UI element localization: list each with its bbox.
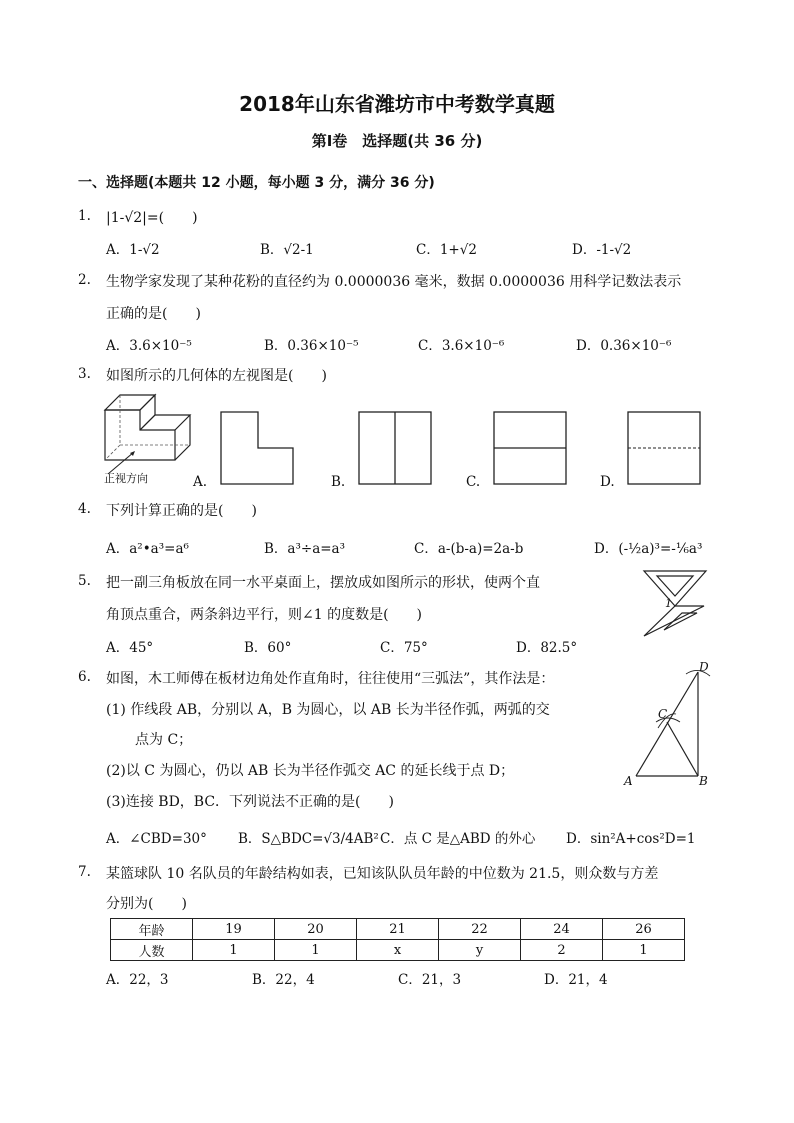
q6-step1-line1: (1) 作线段 AB，分别以 A，B 为圆心，以 AB 长为半径作弧，两弧的交 — [106, 702, 550, 718]
q6-option-d: D．sin²A+cos²D=1 — [566, 831, 696, 847]
q6-label-a: A — [624, 774, 633, 788]
q5-stem-line2: 角顶点重合，两条斜边平行，则∠1 的度数是( ) — [106, 607, 423, 623]
table-cell: 20 — [275, 919, 357, 940]
q4-option-c: C．a-(b-a)=2a-b — [414, 541, 524, 557]
q3-option-c-label: C. — [466, 474, 481, 490]
q6-option-b: B．S△BDC=√3/4AB² — [238, 831, 379, 847]
table-cell: 1 — [603, 940, 685, 961]
q6-stem: 如图，木工师傅在板材边角处作直角时，往往使用“三弧法”，其作法是： — [106, 671, 555, 687]
q7-age-table — [110, 918, 685, 961]
q3-option-c-shape — [493, 411, 567, 485]
q7-number: 7. — [78, 864, 91, 880]
table-cell: 2 — [521, 940, 603, 961]
page-subtitle: 第Ⅰ卷 选择题(共 36 分) — [311, 132, 483, 150]
q1-option-d: D．-1-√2 — [572, 242, 632, 258]
table-row — [111, 940, 685, 961]
q3-option-d-label: D. — [600, 474, 615, 490]
table-cell: 1 — [193, 940, 275, 961]
q6-label-c: C — [658, 707, 668, 721]
q6-label-b: B — [699, 774, 708, 788]
q3-number: 3. — [78, 366, 91, 382]
q7-option-b: B．22，4 — [252, 972, 315, 988]
q5-option-c: C．75° — [380, 640, 428, 656]
q2-option-c: C．3.6×10⁻⁶ — [418, 338, 505, 354]
table-cell: 21 — [357, 919, 439, 940]
q6-construction-figure — [628, 662, 718, 792]
q3-option-b-label: B. — [331, 474, 346, 490]
q7-option-d: D．21，4 — [544, 972, 608, 988]
table-row — [111, 919, 685, 940]
q2-option-a: A．3.6×10⁻⁵ — [106, 338, 192, 354]
q4-number: 4. — [78, 501, 91, 517]
q4-option-a: A．a²•a³=a⁶ — [106, 541, 189, 557]
q6-step2: (2)以 C 为圆心，仍以 AB 长为半径作弧交 AC 的延长线于点 D； — [106, 763, 515, 779]
table-cell: 19 — [193, 919, 275, 940]
table-cell: 人数 — [111, 940, 193, 961]
q7-option-c: C．21，3 — [398, 972, 462, 988]
q4-stem: 下列计算正确的是( ) — [106, 503, 257, 519]
q3-option-b-shape — [358, 411, 432, 485]
q1-option-b: B．√2-1 — [260, 242, 314, 258]
q1-option-a: A．1-√2 — [106, 242, 160, 258]
page-title: 2018年山东省潍坊市中考数学真题 — [239, 92, 555, 116]
table-cell: y — [439, 940, 521, 961]
q3-option-a-label: A. — [193, 474, 208, 490]
q6-step1-line2: 点为 C； — [135, 732, 193, 748]
q4-option-b: B．a³÷a=a³ — [264, 541, 346, 557]
q7-stem-line1: 某篮球队 10 名队员的年龄结构如表，已知该队队员年龄的中位数为 21.5，则众数与方差 — [106, 866, 659, 882]
table-cell: 1 — [275, 940, 357, 961]
q3-figure-caption: 正视方向 — [104, 472, 148, 485]
q6-label-d: D — [699, 660, 709, 674]
q5-triangles-figure — [640, 568, 710, 640]
table-cell: 26 — [603, 919, 685, 940]
q6-option-a: A．∠CBD=30° — [106, 831, 207, 847]
q5-option-a: A．45° — [106, 640, 154, 656]
table-cell: 24 — [521, 919, 603, 940]
q5-stem-line1: 把一副三角板放在同一水平桌面上，摆放成如图所示的形状，使两个直 — [106, 575, 540, 591]
q2-option-d: D．0.36×10⁻⁶ — [576, 338, 672, 354]
q7-stem-line2: 分别为( ) — [106, 896, 187, 912]
q5-number: 5. — [78, 573, 91, 589]
q5-angle-label: 1 — [665, 597, 672, 610]
q1-stem: |1-√2|=( ) — [106, 210, 198, 226]
table-cell: 22 — [439, 919, 521, 940]
q1-number: 1. — [78, 208, 91, 224]
q3-stem: 如图所示的几何体的左视图是( ) — [106, 368, 327, 384]
q5-option-d: D．82.5° — [516, 640, 578, 656]
q3-option-d-shape — [627, 411, 701, 485]
q1-option-c: C．1+√2 — [416, 242, 477, 258]
section-heading: 一、选择题(本题共 12 小题，每小题 3 分，满分 36 分) — [78, 175, 435, 191]
q6-option-c: C．点 C 是△ABD 的外心 — [380, 831, 536, 847]
q6-number: 6. — [78, 669, 91, 685]
q5-option-b: B．60° — [244, 640, 292, 656]
table-cell: 年龄 — [111, 919, 193, 940]
q4-option-d: D．(-½a)³=-⅙a³ — [594, 541, 703, 557]
q2-number: 2. — [78, 272, 91, 288]
q3-option-a-shape — [220, 411, 294, 485]
q6-step3: (3)连接 BD，BC．下列说法不正确的是( ) — [106, 794, 394, 810]
q2-stem-line1: 生物学家发现了某种花粉的直径约为 0.0000036 毫米，数据 0.0000036 用科学记数法表示 — [106, 274, 682, 290]
q2-option-b: B．0.36×10⁻⁵ — [264, 338, 359, 354]
q7-option-a: A．22，3 — [106, 972, 169, 988]
q2-stem-line2: 正确的是( ) — [106, 306, 201, 322]
table-cell: x — [357, 940, 439, 961]
